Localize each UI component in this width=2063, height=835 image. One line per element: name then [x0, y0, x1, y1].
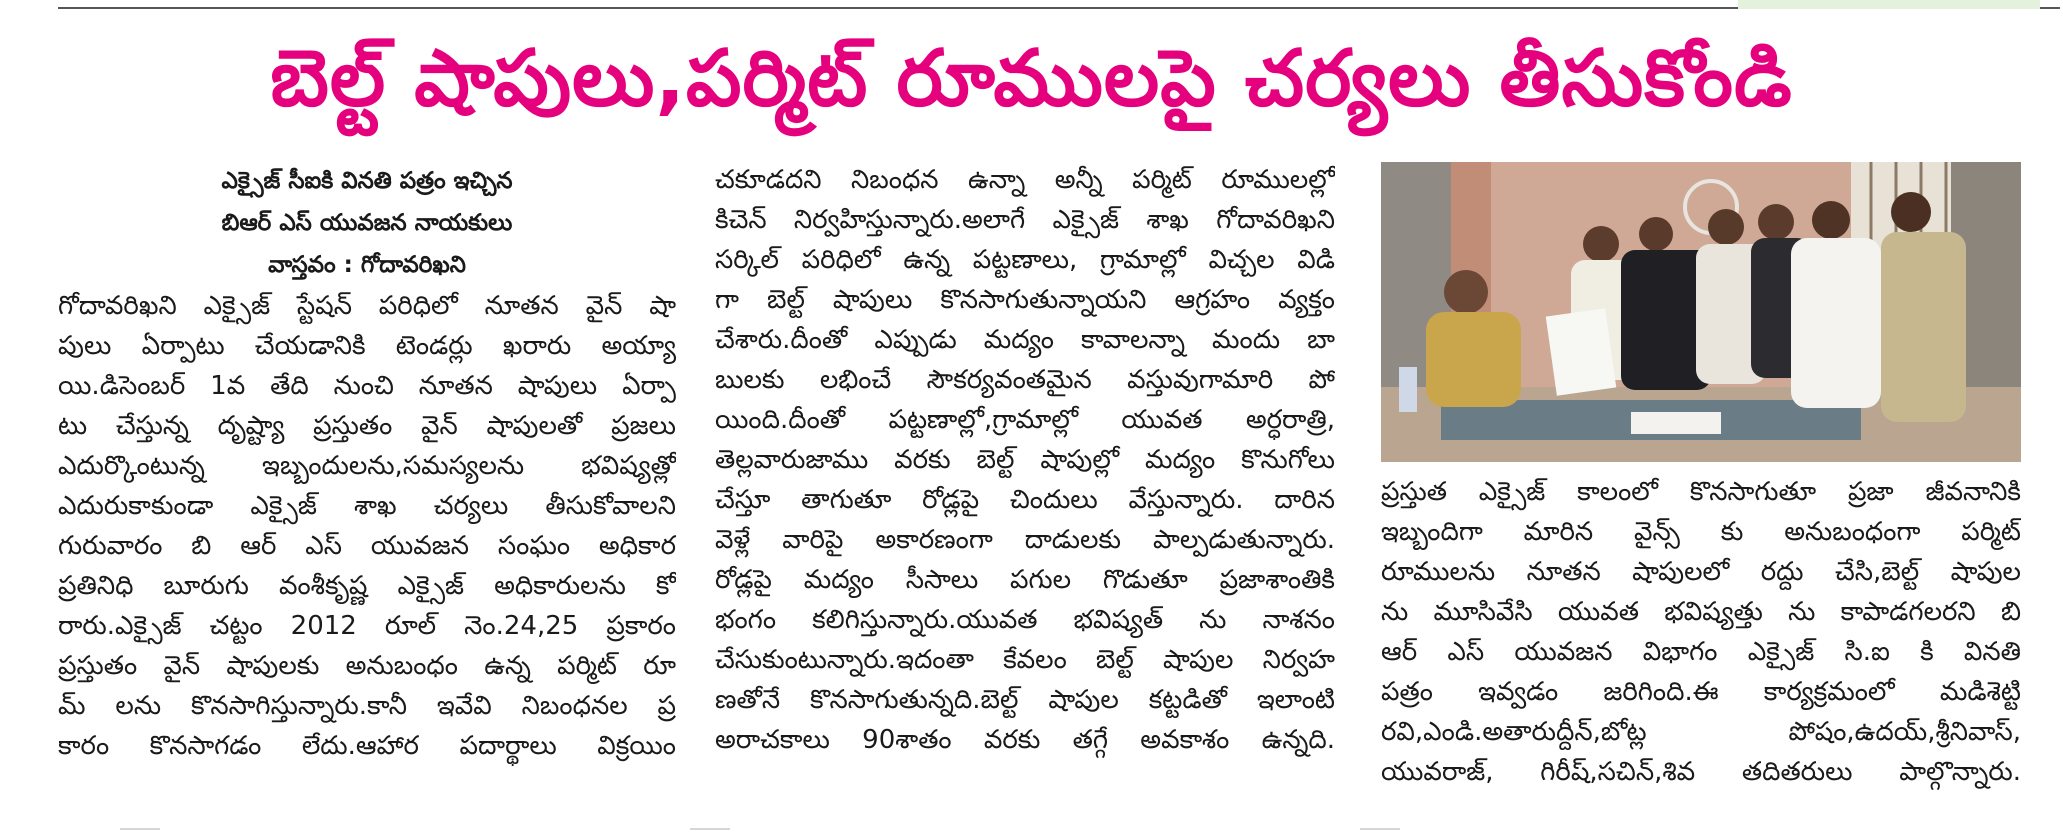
caption-line: పత్రం ఇవ్వడం జరిగింది.ఈ కార్యక్రమంలో మడిశెట్టి: [1381, 677, 2021, 707]
caption-line: ఇబ్బందిగా మారిన వైన్స్ కు అనుబంధంగా పర్మిట్: [1381, 517, 2021, 547]
article-line: తెల్లవారుజాము వరకు బెల్ట్ షాపుల్లో మద్యం కొనుగోలు: [715, 445, 1335, 475]
article-line: రోడ్లపై మద్యం సీసాలు పగుల గొడుతూ ప్రజాశాంతికి: [715, 565, 1335, 595]
article-line: యింది.దీంతో పట్టణాల్లో,గ్రామాల్లో యువత అర్ధరాత్రి,: [715, 405, 1335, 435]
caption-line: ప్రస్తుత ఎక్సైజ్ కాలంలో కొనసాగుతూ ప్రజా జీవనానికి: [1381, 477, 2021, 507]
article-line: ప్రస్తుతం వైన్ షాపులకు అనుబంధం ఉన్న పర్మిట్ రూ: [58, 651, 676, 681]
caption-line: ను మూసివేసి యువత భవిష్యత్తు ను కాపాడగలరని బి: [1381, 597, 2021, 627]
article-line: కిచెన్ నిర్వహిస్తున్నారు.అలాగే ఎక్సైజ్ శాఖ గోదావరిఖని: [715, 205, 1335, 235]
subheading-line-1: ఎక్సైజ్ సీఐకి వినతి పత్రం ఇచ్చిన: [221, 168, 513, 194]
article-column-2: [715, 160, 1335, 760]
article-line: చేస్తూ తాగుతూ రోడ్లపై చిందులు వేస్తున్నారు. దారిన: [715, 485, 1335, 515]
article-line: చకూడదని నిబంధన ఉన్నా అన్నీ పర్మిట్ రూములల్లో: [715, 165, 1335, 195]
article-line: పులు ఏర్పాటు చేయడానికి టెండర్లు ఖరారు అయ్యా: [58, 331, 676, 361]
caption-line: ఆర్ ఎస్ యువజన విభాగం ఎక్సైజ్ సి.ఐ కి వినతి: [1381, 637, 2021, 667]
photo-illustration: [1381, 162, 2021, 462]
article-line: యి.డిసెంబర్ 1వ తేది నుంచి నూతన షాపులు ఏర్పా: [58, 371, 676, 401]
article-line: చేశారు.దీంతో ఎప్పుడు మద్యం కావాలన్నా మందు బా: [715, 325, 1335, 355]
column-2-body: [715, 160, 1335, 760]
headline: బెల్ట్ షాపులు,పర్మిట్ రూములపై చర్యలు తీసుకోండి: [270, 34, 1793, 124]
article-line: కారం కొనసాగడం లేదు.ఆహార పదార్థాలు విక్రయిం: [58, 731, 676, 761]
article-line: మ్ లను కొనసాగిస్తున్నారు.కానీ ఇవేవి నిబంధనల ప్ర: [58, 691, 676, 721]
subheading-line-2: బిఆర్ ఎస్ యువజన నాయకులు: [221, 210, 513, 236]
photo-caption: [1381, 472, 2021, 792]
article-column-1: [58, 160, 676, 766]
footer-mark: [1360, 828, 1400, 830]
footer-mark: [690, 828, 730, 830]
caption-line: రవి,ఎండి.అతారుద్దీన్,బోట్ల పోషం,ఉదయ్,శ్రీనివాస్,: [1381, 717, 2021, 747]
article-line: అరాచకాలు 90శాతం వరకు తగ్గే అవకాశం ఉన్నది.: [715, 725, 1335, 755]
article-line: వెళ్లే వారిపై అకారణంగా దాడులకు పాల్పడుతున్నారు.: [715, 525, 1335, 555]
article-line: భంగం కలిగిస్తున్నారు.యువత భవిష్యత్ ను నాశనం: [715, 605, 1335, 635]
caption-line: రూములను నూతన షాపులలో రద్దు చేసి,బెల్ట్ షాపుల: [1381, 557, 2021, 587]
article-line: గోదావరిఖని ఎక్సైజ్ స్టేషన్ పరిధిలో నూతన వైన్ షా: [58, 291, 676, 321]
column-1-body: [58, 286, 676, 766]
news-photo: [1381, 162, 2021, 462]
caption-line: యువరాజ్, గిరీష్,సచిన్,శివ తదితరులు పాల్గొన్నారు.: [1381, 757, 2021, 787]
photo-column: [1381, 162, 2021, 792]
article-line: టు చేస్తున్న దృష్ట్యా ప్రస్తుతం వైన్ షాపులతో ప్రజలు: [58, 411, 676, 441]
article-line: సర్కిల్ పరిధిలో ఉన్న పట్టణాలు, గ్రామాల్లో విచ్చల విడి: [715, 245, 1335, 275]
top-color-band: [1738, 0, 2040, 9]
article-line: బులకు లభించే సౌకర్యవంతమైన వస్తువుగామారి పో: [715, 365, 1335, 395]
article-line: ణతోనే కొనసాగుతున్నది.బెల్ట్ షాపుల కట్టడితో ఇలాంటి: [715, 685, 1335, 715]
dateline: వాస్తవం : గోదావరిఖని: [268, 252, 466, 278]
footer-mark: [120, 828, 160, 830]
article-line: ప్రతినిధి బూరుగు వంశీకృష్ణ ఎక్సైజ్ అధికారులను కో: [58, 571, 676, 601]
article-line: గా బెల్ట్ షాపులు కొనసాగుతున్నాయని ఆగ్రహం వ్యక్తం: [715, 285, 1335, 315]
article-line: ఎదురుకాకుండా ఎక్సైజ్ శాఖ చర్యలు తీసుకోవాలని: [58, 491, 676, 521]
article-line: గురువారం బి ఆర్ ఎస్ యువజన సంఘం అధికార: [58, 531, 676, 561]
article-line: రారు.ఎక్సైజ్ చట్టం 2012 రూల్ నెం.24,25 ప్రకారం: [58, 611, 676, 641]
article-line: చేసుకుంటున్నారు.ఇదంతా కేవలం బెల్ట్ షాపుల నిర్వహ: [715, 645, 1335, 675]
article-line: ఎదుర్కొంటున్న ఇబ్బందులను,సమస్యలను భవిష్యత్లో: [58, 451, 676, 481]
